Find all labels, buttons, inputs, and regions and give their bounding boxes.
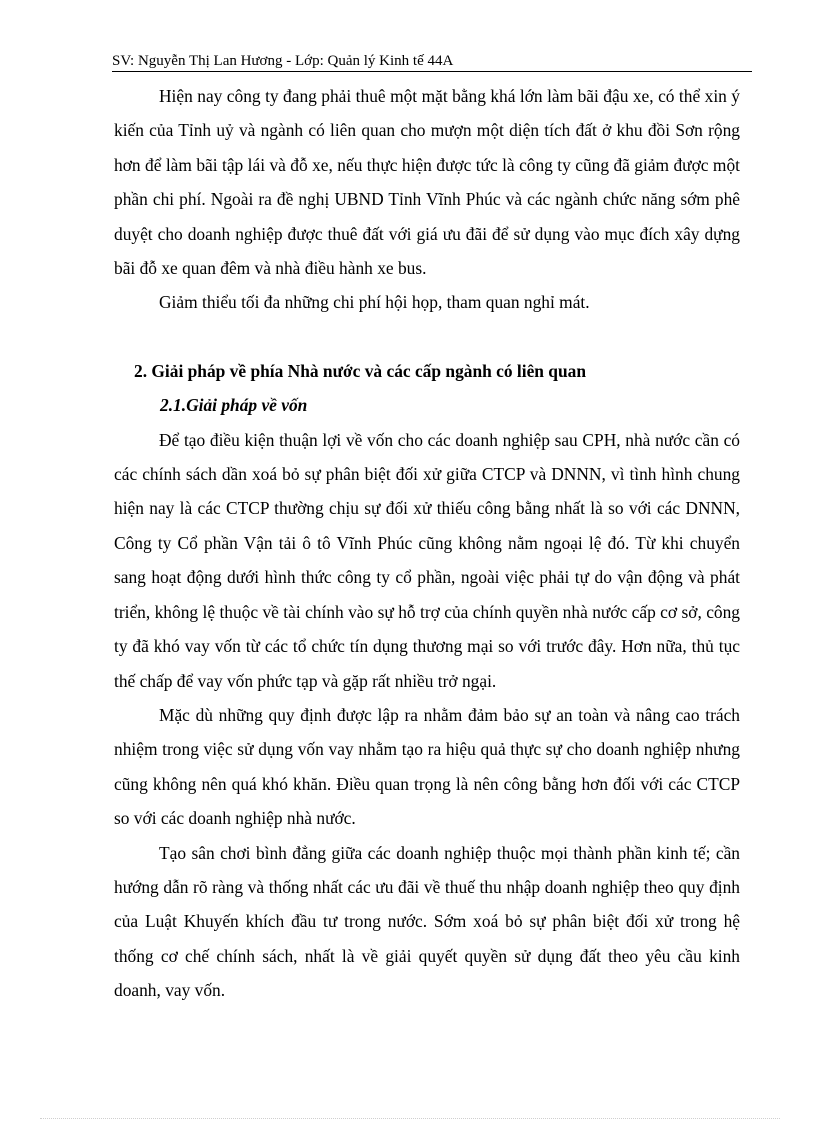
paragraph-cost-reduction: Giảm thiểu tối đa những chi phí hội họp, tham quan nghỉ mát. [159, 292, 590, 313]
paragraph-capital: Để tạo điều kiện thuận lợi về vốn cho các doanh nghiệp sau CPH, nhà nước cần có các chính sách dần xoá bỏ sự phân biệt đối xử giữa CTCP và DNNN, vì tình hình chung hiện nay là các CTCP thường chịu sự đối xử thiếu công bằng nhất là so với các DNNN, Công ty Cổ phần Vận tải ô tô Vĩnh Phúc cũng không nằm ngoại lệ đó. Từ khi chuyển sang hoạt động dưới hình thức công ty cổ phần, ngoài việc phải tự do vận động và phát triển, không lệ thuộc về tài chính vào sự hỗ trợ của chính quyền nhà nước cấp cơ sở, công ty đã khó vay vốn từ các tổ chức tín dụng thương mại so với trước đây. Hơn nữa, thủ tục thế chấp để vay vốn phức tạp và gặp rất nhiều trở ngại. [114, 429, 740, 691]
paragraph-equal-playing-field: Tạo sân chơi bình đẳng giữa các doanh nghiệp thuộc mọi thành phần kinh tế; cần hướng dẫn rõ ràng và thống nhất các ưu đãi về thuế thu nhập doanh nghiệp theo quy định của Luật Khuyến khích đầu tư trong nước. Sớm xoá bỏ sự phân biệt đối xử trong hệ thống cơ chế chính sách, nhất là về giải quyết quyền sử dụng đất theo yêu cầu kinh doanh, vay vốn. [114, 842, 740, 1001]
page-header [112, 52, 752, 72]
document-body [114, 79, 740, 1008]
header-text: SV: Nguyễn Thị Lan Hương - Lớp: Quản lý Kinh tế 44A [112, 53, 454, 69]
subsection-heading: 2.1.Giải pháp về vốn [160, 395, 308, 416]
section-heading: 2. Giải pháp về phía Nhà nước và các cấp ngành có liên quan [134, 360, 587, 381]
section-gap [114, 320, 740, 354]
page-bottom-rule [40, 1118, 780, 1119]
paragraph-regulations: Mặc dù những quy định được lập ra nhằm đảm bảo sự an toàn và nâng cao trách nhiệm trong việc sử dụng vốn vay nhằm tạo ra hiệu quả thực sự cho doanh nghiệp nhưng cũng không nên quá khó khăn. Điều quan trọng là nên công bằng hơn đối với các CTCP so với các doanh nghiệp nhà nước. [114, 704, 740, 829]
paragraph-parking: Hiện nay công ty đang phải thuê một mặt bằng khá lớn làm bãi đậu xe, có thể xin ý kiến của Tỉnh uỷ và ngành có liên quan cho mượn một diện tích đất ở khu đồi Sơn rộng hơn để làm bãi tập lái và đỗ xe, nếu thực hiện được tức là công ty cũng đã giảm được một phần chi phí. Ngoài ra đề nghị UBND Tỉnh Vĩnh Phúc và các ngành chức năng sớm phê duyệt cho doanh nghiệp được thuê đất với giá ưu đãi để sử dụng vào mục đích xây dựng bãi đỗ xe quan đêm và nhà điều hành xe bus. [114, 86, 740, 279]
